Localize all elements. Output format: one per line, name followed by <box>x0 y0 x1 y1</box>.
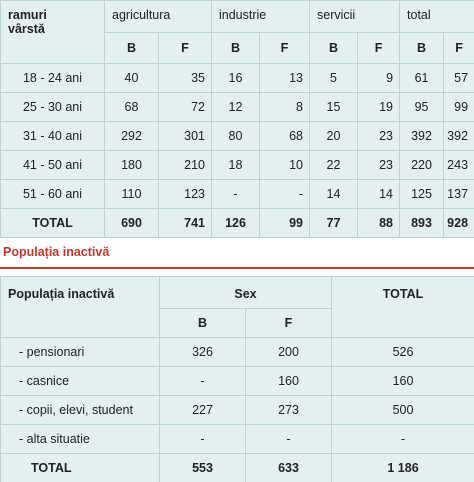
cell: 61 <box>400 64 444 93</box>
total-cell: 77 <box>310 209 358 238</box>
total-row <box>1 454 474 482</box>
group-header-total: total <box>400 1 474 33</box>
total-cell: 741 <box>159 209 212 238</box>
cell: 23 <box>358 122 400 151</box>
total-header: TOTAL <box>332 277 474 338</box>
cell: 500 <box>332 396 474 425</box>
table-row <box>1 180 474 209</box>
cell: 12 <box>212 93 260 122</box>
cell: 13 <box>260 64 310 93</box>
table-row <box>1 396 474 425</box>
cell: 392 <box>400 122 444 151</box>
cell: 8 <box>260 93 310 122</box>
subheader-f: F <box>159 33 212 64</box>
cell: 95 <box>400 93 444 122</box>
row-label: - pensionari <box>1 338 160 367</box>
cell: 110 <box>105 180 159 209</box>
cell: 227 <box>160 396 246 425</box>
total-cell: 126 <box>212 209 260 238</box>
cell: 18 <box>212 151 260 180</box>
cell: 9 <box>358 64 400 93</box>
subheader-f: F <box>246 309 332 338</box>
cell: - <box>160 425 246 454</box>
cell: 57 <box>444 64 474 93</box>
table-row <box>1 151 474 180</box>
age-label: 41 - 50 ani <box>1 151 105 180</box>
row-label: - copii, elevi, student <box>1 396 160 425</box>
cell: 14 <box>358 180 400 209</box>
cell: 16 <box>212 64 260 93</box>
cell: 22 <box>310 151 358 180</box>
inactive-header-label: Populația inactivă <box>1 277 160 338</box>
section-divider <box>0 267 474 269</box>
total-cell: 88 <box>358 209 400 238</box>
cell: 72 <box>159 93 212 122</box>
cell: 292 <box>105 122 159 151</box>
cell: 220 <box>400 151 444 180</box>
row-label: - casnice <box>1 367 160 396</box>
table-row <box>1 93 474 122</box>
corner-label-line2: vârstă <box>8 22 45 36</box>
cell: 68 <box>105 93 159 122</box>
cell: - <box>260 180 310 209</box>
cell: - <box>332 425 474 454</box>
cell: 20 <box>310 122 358 151</box>
total-cell: 553 <box>160 454 246 482</box>
corner-header <box>1 1 105 64</box>
total-cell: 99 <box>260 209 310 238</box>
cell: 180 <box>105 151 159 180</box>
subheader-b: B <box>160 309 246 338</box>
subheader-b: B <box>105 33 159 64</box>
age-label: 25 - 30 ani <box>1 93 105 122</box>
cell: 14 <box>310 180 358 209</box>
cell: 35 <box>159 64 212 93</box>
sex-header: Sex <box>160 277 332 309</box>
total-cell: 928 <box>444 209 474 238</box>
total-cell: 1 186 <box>332 454 474 482</box>
table-row <box>1 122 474 151</box>
cell: 210 <box>159 151 212 180</box>
group-header-servicii: servicii <box>310 1 400 33</box>
cell: 301 <box>159 122 212 151</box>
cell: 273 <box>246 396 332 425</box>
total-cell: 893 <box>400 209 444 238</box>
cell: 326 <box>160 338 246 367</box>
subheader-b: B <box>400 33 444 64</box>
table-row <box>1 64 474 93</box>
section-title: Populația inactivă <box>3 245 110 259</box>
cell: 137 <box>444 180 474 209</box>
cell: 80 <box>212 122 260 151</box>
group-header-industrie: industrie <box>212 1 310 33</box>
cell: 125 <box>400 180 444 209</box>
cell: 23 <box>358 151 400 180</box>
cell: 392 <box>444 122 474 151</box>
total-label: TOTAL <box>1 209 105 238</box>
inactive-population-table <box>0 276 474 482</box>
cell: 243 <box>444 151 474 180</box>
cell: - <box>160 367 246 396</box>
corner-label-line1: ramuri <box>8 8 47 22</box>
cell: 40 <box>105 64 159 93</box>
cell: 160 <box>246 367 332 396</box>
cell: 200 <box>246 338 332 367</box>
age-label: 31 - 40 ani <box>1 122 105 151</box>
age-label: 51 - 60 ani <box>1 180 105 209</box>
group-header-agricultura: agricultura <box>105 1 212 33</box>
cell: - <box>246 425 332 454</box>
subheader-f: F <box>444 33 474 64</box>
total-cell: 690 <box>105 209 159 238</box>
cell: 526 <box>332 338 474 367</box>
total-row <box>1 209 474 238</box>
age-label: 18 - 24 ani <box>1 64 105 93</box>
cell: 15 <box>310 93 358 122</box>
table-row <box>1 367 474 396</box>
employment-by-age-table <box>0 0 474 238</box>
row-label: - alta situatie <box>1 425 160 454</box>
table-row <box>1 338 474 367</box>
subheader-b: B <box>310 33 358 64</box>
subheader-b: B <box>212 33 260 64</box>
cell: 10 <box>260 151 310 180</box>
cell: 68 <box>260 122 310 151</box>
total-label: TOTAL <box>1 454 160 482</box>
subheader-f: F <box>260 33 310 64</box>
cell: 160 <box>332 367 474 396</box>
cell: 123 <box>159 180 212 209</box>
subheader-f: F <box>358 33 400 64</box>
cell: 5 <box>310 64 358 93</box>
cell: 99 <box>444 93 474 122</box>
cell: - <box>212 180 260 209</box>
cell: 19 <box>358 93 400 122</box>
table-row <box>1 425 474 454</box>
total-cell: 633 <box>246 454 332 482</box>
